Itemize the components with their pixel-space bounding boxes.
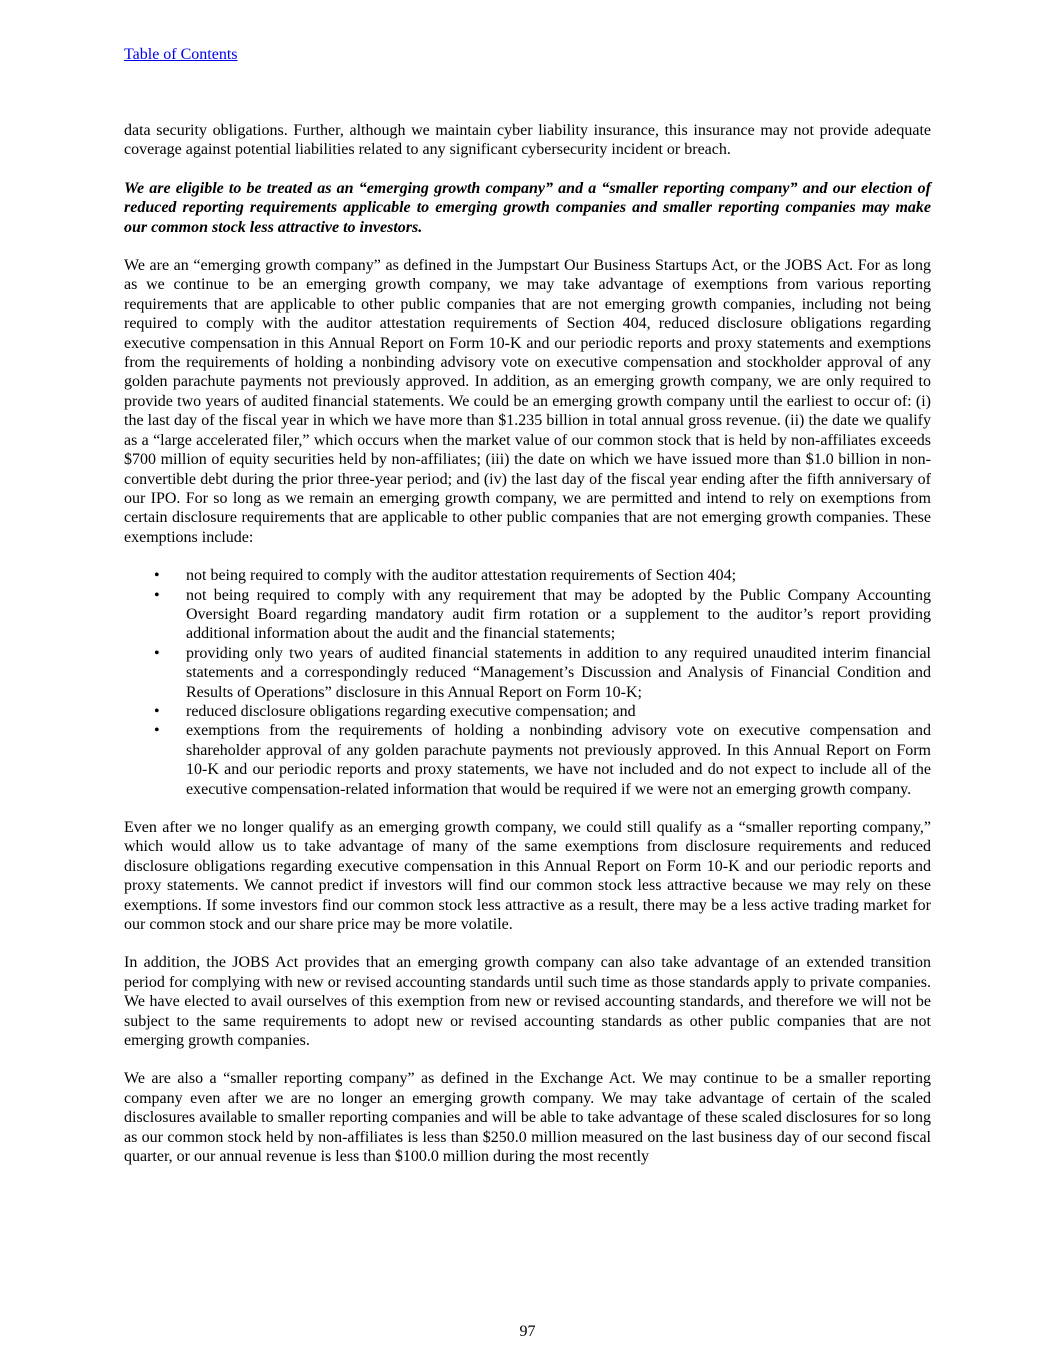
document-body bbox=[124, 121, 931, 1167]
list-item-text: not being required to comply with the auditor attestation requirements of Section 404; bbox=[186, 567, 737, 585]
risk-factor-heading: We are eligible to be treated as an “emerging growth company” and a “smaller reporting company” and our election of reduced reporting requirements applicable to emerging growth companies and smaller reporting companies may make our common stock less attractive to investors. bbox=[124, 179, 931, 236]
list-item-text: reduced disclosure obligations regarding executive compensation; and bbox=[186, 702, 636, 720]
list-item bbox=[124, 566, 931, 585]
list-item-text: exemptions from the requirements of holding a nonbinding advisory vote on executive compensation and shareholder approval of any golden parachute payments not previously approved. In this Annual Report on Form 10-K and our periodic reports and proxy statements, we have not included and do not expect to include all of the executive compensation-related information that would be required if we were not an emerging growth company. bbox=[186, 722, 931, 798]
bullet-icon: • bbox=[154, 644, 160, 662]
bullet-icon: • bbox=[154, 586, 160, 604]
list-item bbox=[124, 702, 931, 721]
paragraph-smaller-reporting-company: We are also a “smaller reporting company” as defined in the Exchange Act. We may continue to be a smaller reporting company even after we are no longer an emerging growth company. We may take advantage of certain of the scaled disclosures available to smaller reporting companies and will be able to take advantage of these scaled disclosures for so long as our common stock held by non-affiliates is less than $250.0 million measured on the last business day of our second fiscal quarter, or our annual revenue is less than $100.0 million during the most recently bbox=[124, 1070, 931, 1166]
paragraph-jobs-act-transition: In addition, the JOBS Act provides that an emerging growth company can also take advantage of an extended transition period for complying with new or revised accounting standards until such time as those standards apply to private companies. We have elected to avail ourselves of this exemption from new or revised accounting standards, and therefore we will not be subject to the same requirements to adopt new or revised accounting standards as other public companies that are not emerging growth companies. bbox=[124, 954, 931, 1050]
list-item-text: not being required to comply with any requirement that may be adopted by the Public Company Accounting Oversight Board regarding mandatory audit firm rotation or a supplement to the auditor’s report providing additional information about the audit and the financial statements; bbox=[186, 586, 931, 643]
paragraph-emerging-growth-company: We are an “emerging growth company” as defined in the Jumpstart Our Business Startups Act, or the JOBS Act. For as long as we continue to be an emerging growth company, we may take advantage of exemptions from various reporting requirements that are applicable to other public companies that are not emerging growth companies, including not being required to comply with the auditor attestation requirements of Section 404, reduced disclosure obligations regarding executive compensation in this Annual Report on Form 10-K and our periodic reports and proxy statements and exemptions from the requirements of holding a nonbinding advisory vote on executive compensation and stockholder approval of any golden parachute payments not previously approved. In addition, as an emerging growth company, we are only required to provide two years of audited financial statements. We could be an emerging growth company until the earliest to occur of: (i) the last day of the fiscal year in which we have more than $1.235 billion in total annual gross revenue. (ii) the date we qualify as a “large accelerated filer,” which occurs when the market value of our common stock that is held by non-affiliates exceeds $700 million of equity securities held by non-affiliates; (iii) the date on which we have issued more than $1.0 billion in non-convertible debt during the prior three-year period; and (iv) the last day of the fiscal year ending after the fifth anniversary of our IPO. For so long as we remain an emerging growth company, we are permitted and intend to rely on exemptions from certain disclosure requirements that are applicable to other public companies that are not emerging growth companies. These exemptions include: bbox=[124, 257, 931, 546]
page-number: 97 bbox=[519, 1323, 536, 1340]
paragraph-smaller-reporting-after-egc: Even after we no longer qualify as an emerging growth company, we could still qualify as a “smaller reporting company,” which would allow us to take advantage of many of the same exemptions from disclosure requirements and reduced disclosure obligations regarding executive compensation in this Annual Report on Form 10-K and our periodic reports and proxy statements. We cannot predict if investors will find our common stock less attractive because we may rely on these exemptions. If some investors find our common stock less attractive as a result, there may be a less active trading market for our common stock and our share price may be more volatile. bbox=[124, 819, 931, 934]
bullet-icon: • bbox=[154, 722, 160, 740]
bullet-icon: • bbox=[154, 702, 160, 720]
paragraph-cybersecurity-continuation: data security obligations. Further, although we maintain cyber liability insurance, this insurance may not provide adequate coverage against potential liabilities related to any significant cybersecurity incident or breach. bbox=[124, 122, 931, 159]
exemptions-list bbox=[124, 566, 931, 799]
list-item bbox=[124, 644, 931, 702]
list-item-text: providing only two years of audited financial statements in addition to any required unaudited interim financial statements and a correspondingly reduced “Management’s Discussion and Analysis of Financial Condition and Results of Operations” disclosure in this Annual Report on Form 10-K; bbox=[186, 644, 931, 701]
list-item bbox=[124, 721, 931, 799]
list-item bbox=[124, 586, 931, 644]
table-of-contents-link[interactable]: Table of Contents bbox=[124, 46, 238, 63]
bullet-icon: • bbox=[154, 567, 160, 585]
